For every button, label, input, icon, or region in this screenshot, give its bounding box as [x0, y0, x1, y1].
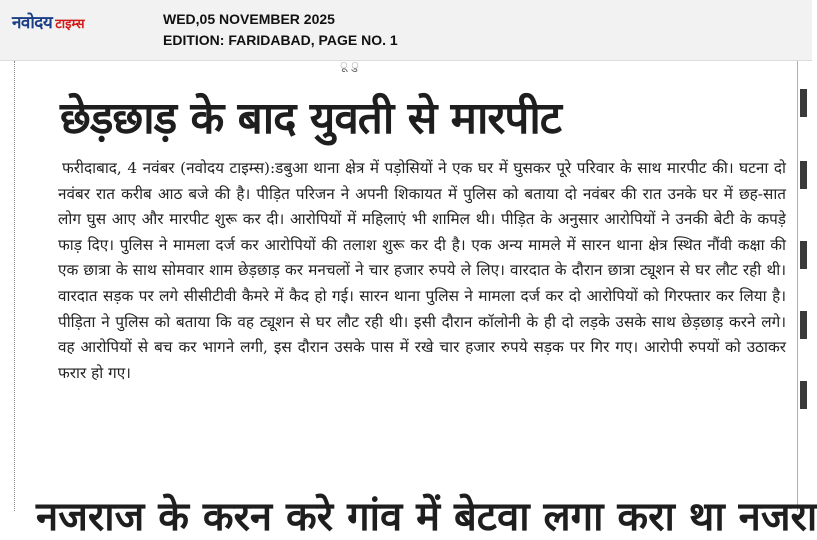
article-headline: छेड़छाड़ के बाद युवती से मारपीट — [60, 93, 561, 144]
next-article-headline-fragment: नजराज के करन करे गांव में बेटवा लगा करा था नजरा — [36, 494, 817, 540]
edition-page: EDITION: FARIDABAD, PAGE NO. 1 — [163, 32, 398, 48]
logo-text-sub: टाइम्स — [55, 17, 85, 32]
newspaper-logo[interactable] — [12, 10, 85, 36]
edition-info — [163, 9, 398, 51]
newspaper-clipping — [0, 58, 817, 540]
previous-article-fragment: ू ु — [340, 58, 359, 73]
left-column-rule — [14, 61, 23, 511]
article-body: फरीदाबाद, 4 नवंबर (नवोदय टाइम्स):डबुआ थाना क्षेत्र में पड़ोसियों ने एक घर में घुसकर पूरे परिवार के साथ मारपीट की। घटना दो नवंबर रात करीब आठ बजे की है। पीड़ित परिजन ने अपनी शिकायत में पुलिस को बताया दो नवंबर की रात उनके घर में छह-सात लोग घुस आए और मारपीट शुरू कर दी। आरोपियों में महिलाएं भी शामिल थी। पीड़ित के अनुसार आरोपियों ने उनकी बेटी के कपड़े फाड़ दिए। पुलिस ने मामला दर्ज कर आरोपियों की तलाश शुरू कर दी है। एक अन्य मामले में सारन थाना क्षेत्र स्थित नौंवी कक्षा की एक छात्रा के साथ सोमवार शाम छेड़छाड़ कर मनचलों ने चार हजार रुपये ले लिए। वारदात के दौरान छात्रा ट्यूशन से घर लौट रही थी। वारदात सड़क पर लगे सीसीटीवी कैमरे में कैद हो गई। सारन थाना पुलिस ने मामला दर्ज कर दो आरोपियों को गिरफ्तार कर लिया है। पीड़िता ने पुलिस को बताया कि वह ट्यूशन से घर लौट रही थी। इसी दौरान कॉलोनी के ही दो लड़के उसके साथ छेड़छाड़ करने लगे। वह आरोपियों से बच कर भागने लगी, इस दौरान उसके पास में रखे चार हजार रुपये सड़क पर गिर गए। आरोपी रुपयों को उठाकर फरार हो गए। — [58, 159, 786, 382]
publication-date: WED,05 NOVEMBER 2025 — [163, 11, 335, 27]
epaper-header — [0, 0, 812, 61]
right-column-edge — [797, 61, 810, 511]
logo-text-main: नवोदय — [12, 13, 53, 33]
